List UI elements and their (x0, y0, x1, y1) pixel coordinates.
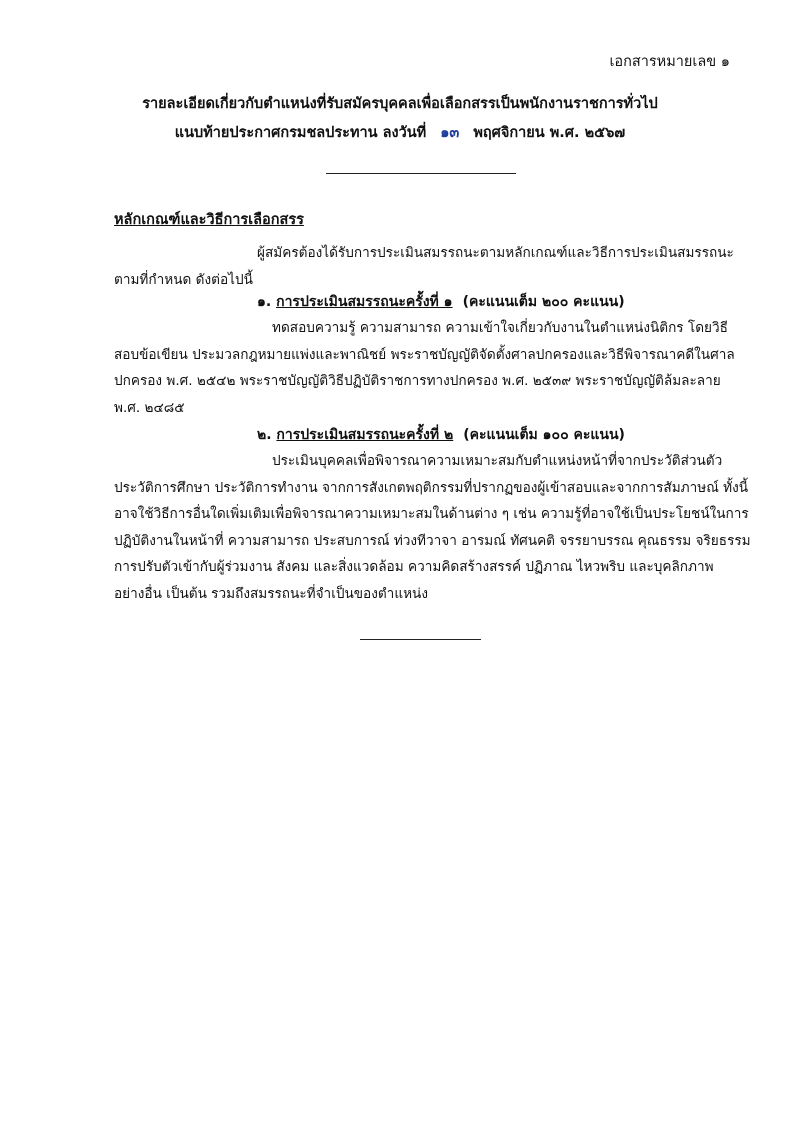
item1-score: (คะแนนเต็ม ๒๐๐ คะแนน) (462, 294, 625, 310)
item2-line: อาจใช้วิธีการอื่นใดเพิ่มเติมเพื่อพิจารณาความเหมาะสมในด้านต่าง ๆ เช่น ความรู้ที่อาจใช้เป็นประโยชน์ในการ (114, 506, 749, 523)
item1-paragraph (114, 315, 744, 421)
item2-line: การปรับตัวเข้ากับผู้ร่วมงาน สังคม และสิ่งแวดล้อม ความคิดสร้างสรรค์ ปฏิภาณ ไหวพริบ และบุคลิกภาพ (114, 559, 714, 576)
item1-line: พ.ศ. ๒๔๘๕ (114, 399, 185, 416)
announcement-day: ๑๓ (440, 125, 460, 141)
item1-line: ทดสอบความรู้ ความสามารถ ความเข้าใจเกี่ยวกับงานในตำแหน่งนิติกร โดยวิธี (272, 320, 728, 336)
document-number: เอกสารหมายเลข ๑ (609, 54, 730, 70)
header-divider (326, 173, 516, 174)
item1-title: การประเมินสมรรถนะครั้งที่ ๑ (276, 294, 453, 310)
header-title: รายละเอียดเกี่ยวกับตำแหน่งที่รับสมัครบุคคลเพื่อเลือกสรรเป็นพนักงานราชการทั่วไป (142, 96, 658, 112)
item2-line: ประเมินบุคคลเพื่อพิจารณาความเหมาะสมกับตำแหน่งหน้าที่จากประวัติส่วนตัว (272, 453, 723, 469)
item1-line: สอบข้อเขียน ประมวลกฎหมายแพ่งและพาณิชย์ พระราชบัญญัติจัดตั้งศาลปกครองและวิธีพิจารณาคดีในศาล (114, 346, 735, 363)
item2-line: ปฏิบัติงานในหน้าที่ ความสามารถ ประสบการณ์ ท่วงทีวาจา อารมณ์ ทัศนคติ จรรยาบรรณ คุณธรรม จริยธรรม (114, 532, 751, 549)
item2-line: ประวัติการศึกษา ประวัติการทำงาน จากการสังเกตพฤติกรรมที่ปรากฏของผู้เข้าสอบและจากการสัมภาษณ์ ทั้งนี้ (114, 479, 749, 496)
item1-line: ปกครอง พ.ศ. ๒๕๔๒ พระราชบัญญัติวิธีปฏิบัติราชการทางปกครอง พ.ศ. ๒๕๓๙ พระราชบัญญัติล้มละลาย (114, 373, 721, 390)
footer-divider (360, 639, 481, 640)
header-subtitle-suffix: พฤศจิกายน พ.ศ. ๒๕๖๗ (473, 125, 626, 141)
item1-heading (257, 291, 625, 313)
item2-paragraph (114, 448, 751, 608)
item2-title: การประเมินสมรรถนะครั้งที่ ๒ (276, 427, 454, 443)
header-subtitle (0, 121, 800, 144)
header-subtitle-prefix: แนบท้ายประกาศกรมชลประทาน ลงวันที่ (174, 125, 427, 141)
item2-line: อย่างอื่น เป็นต้น รวมถึงสมรรถนะที่จำเป็นของตำแหน่ง (114, 585, 428, 602)
item2-score: (คะแนนเต็ม ๑๐๐ คะแนน) (463, 427, 625, 443)
intro-paragraph (114, 240, 744, 293)
intro-line: ตามที่กำหนด ดังต่อไปนี้ (114, 271, 253, 288)
item2-number: ๒. (257, 427, 272, 443)
intro-line: ผู้สมัครต้องได้รับการประเมินสมรรถนะตามหลักเกณฑ์และวิธีการประเมินสมรรถนะ (257, 245, 734, 261)
item1-number: ๑. (257, 294, 272, 310)
section-title: หลักเกณฑ์และวิธีการเลือกสรร (114, 212, 304, 228)
item2-heading (257, 424, 625, 446)
